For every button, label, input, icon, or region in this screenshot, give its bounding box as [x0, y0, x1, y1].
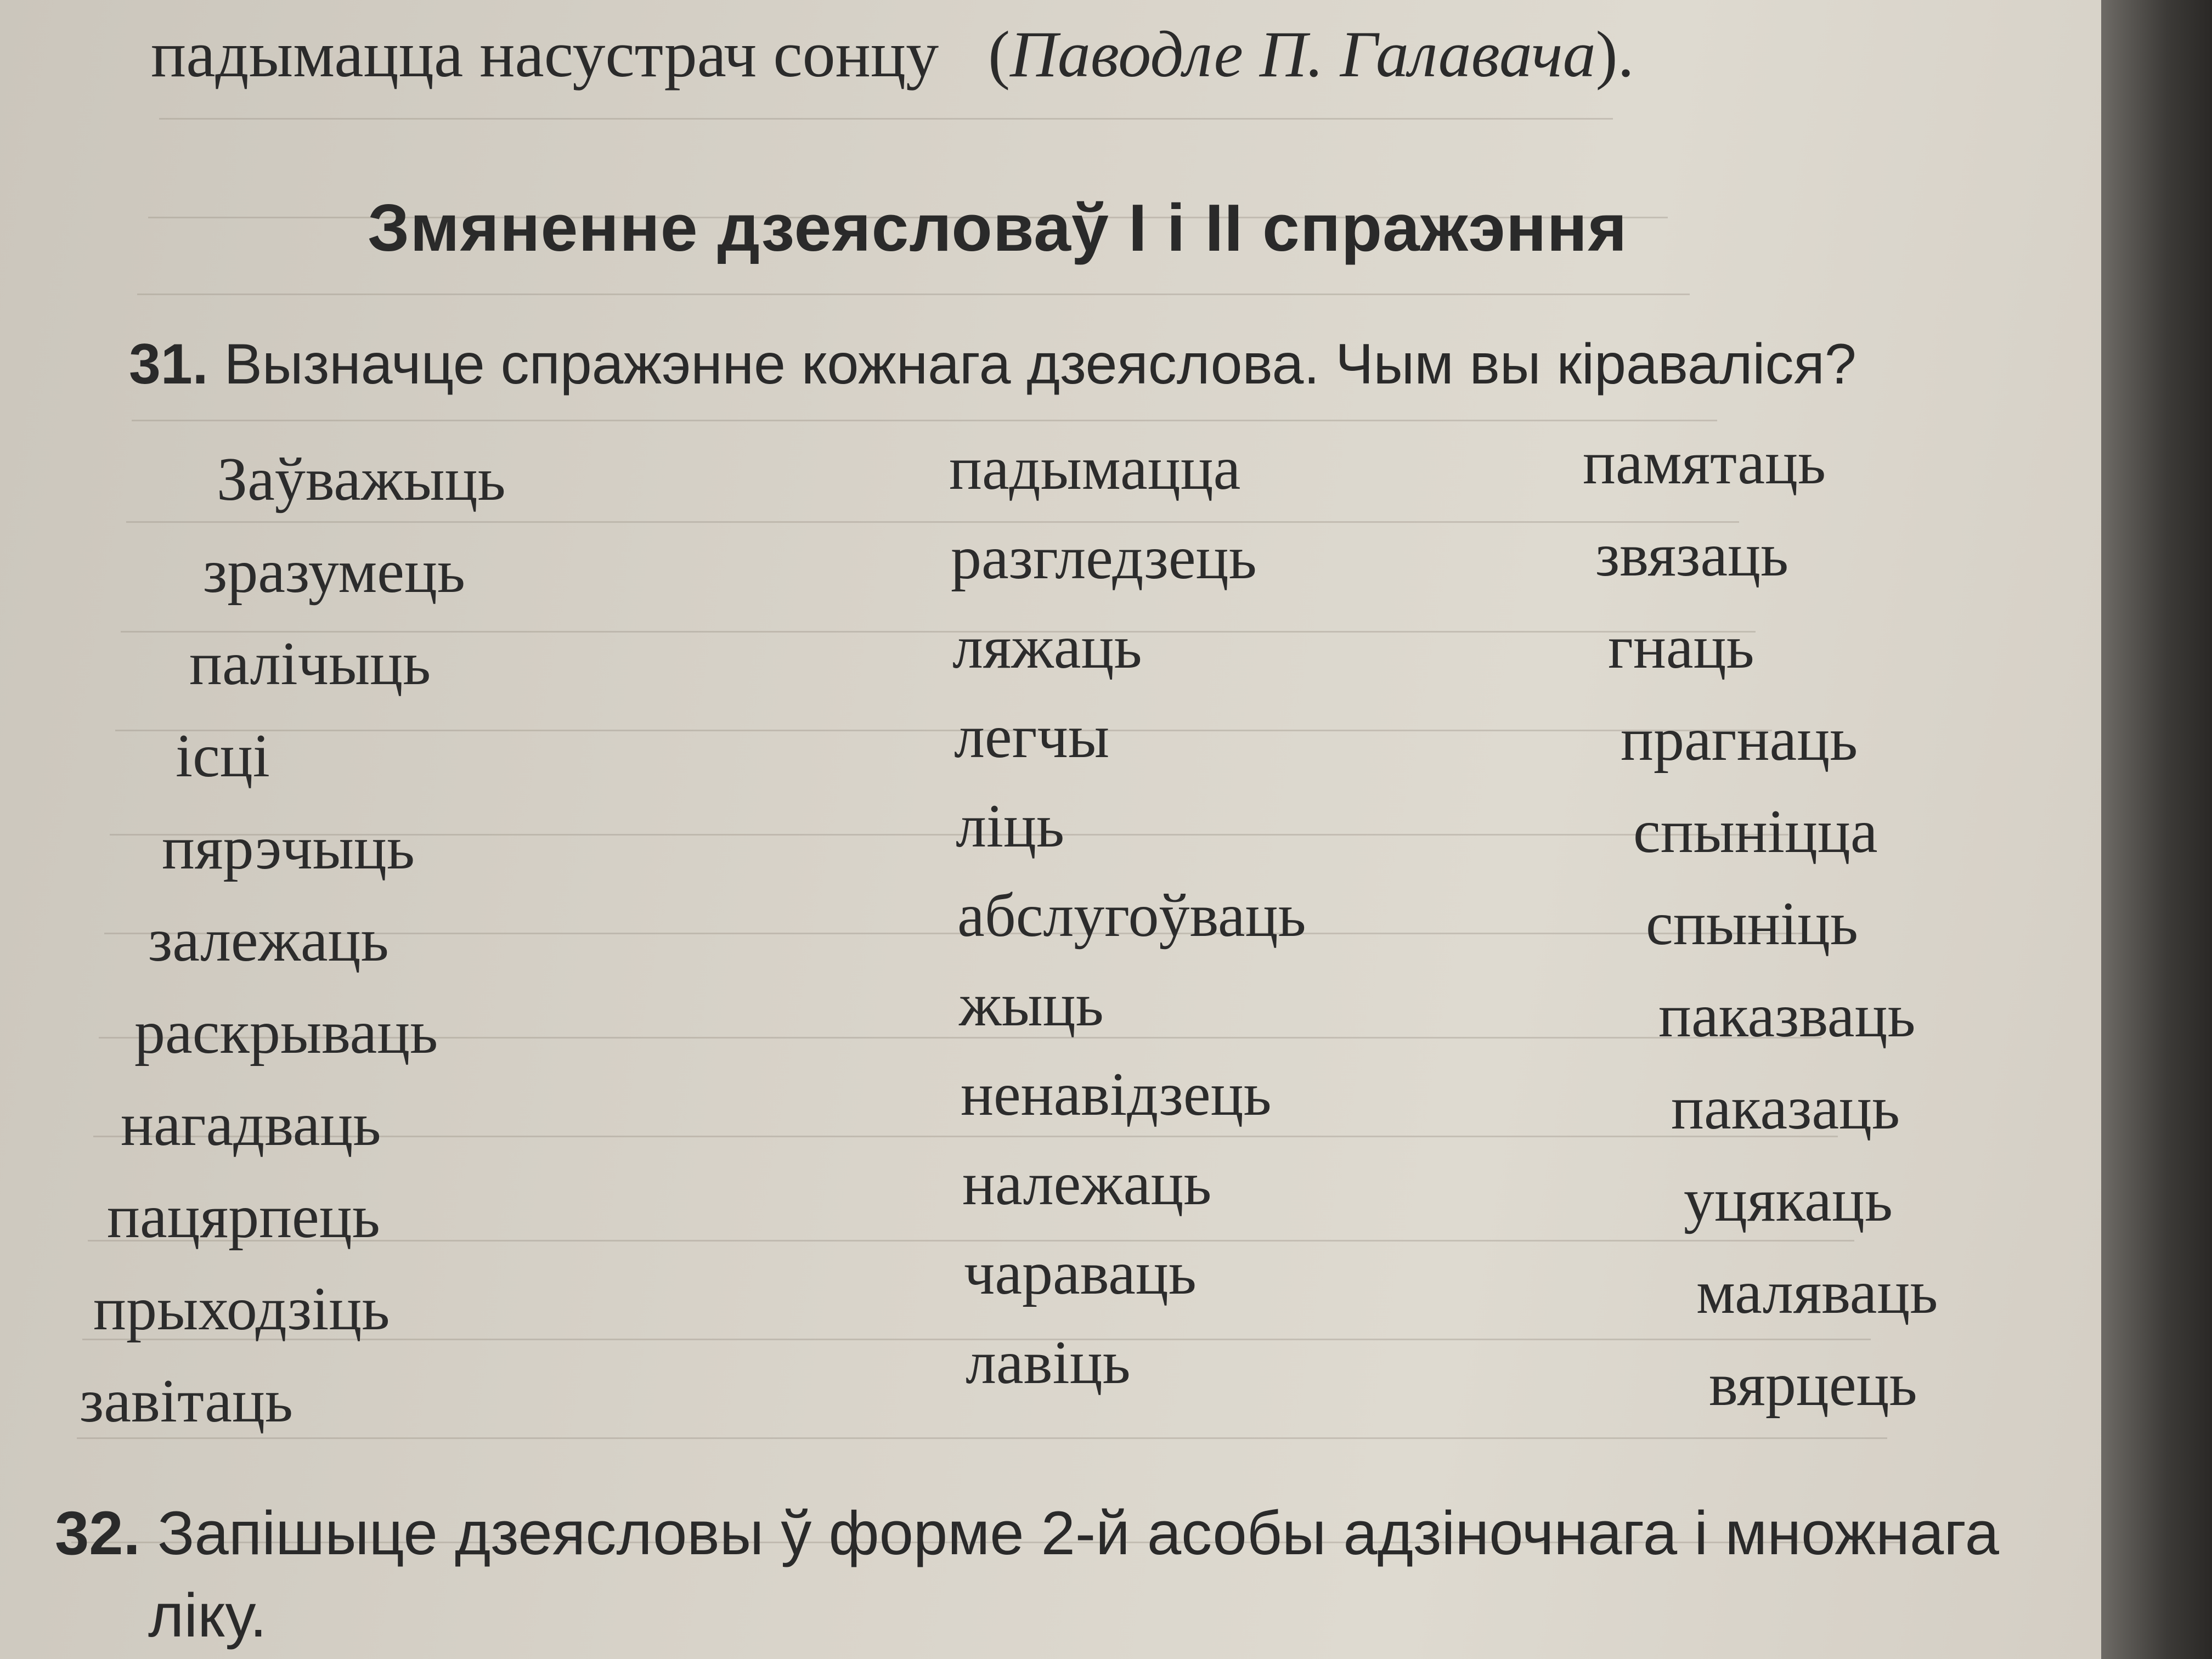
quote-paren: ). [1595, 18, 1634, 91]
verb-word: ліць [956, 792, 1065, 860]
verb-word: пярэчыць [162, 814, 415, 882]
verb-word: ляжаць [952, 613, 1142, 681]
verb-word: звязаць [1595, 521, 1789, 589]
verb-word: спыніць [1646, 890, 1858, 958]
ruled-line [159, 118, 1613, 120]
verb-word: легчы [954, 703, 1110, 771]
verb-word: ненавідзець [961, 1060, 1272, 1128]
ruled-line [115, 730, 1772, 731]
ruled-line [132, 420, 1717, 421]
verb-word: раскрываць [134, 998, 438, 1066]
verb-word: Заўважыць [217, 445, 506, 514]
verb-word: зразумець [203, 538, 465, 606]
verb-word: паказаць [1671, 1074, 1900, 1142]
section-title: Змяненне дзеясловаў I і II спражэння [368, 190, 1628, 265]
task-text: Вызначце спражэнне кожнага дзеяслова. Чым вы кіраваліся? [224, 332, 1857, 396]
verb-word: прыходзіць [93, 1275, 390, 1343]
quote-line [151, 16, 1634, 92]
ruled-line [77, 1437, 1887, 1439]
verb-word: паказваць [1658, 982, 1916, 1050]
page-edge-shadow [2101, 0, 2212, 1659]
verb-word: памятаць [1583, 429, 1826, 497]
verb-word: лавіць [966, 1329, 1131, 1397]
verb-word: завітаць [80, 1367, 293, 1435]
verb-word: залежаць [148, 906, 389, 974]
task-32 [55, 1498, 1999, 1568]
verb-word: падымацца [949, 435, 1241, 503]
verb-word: маляваць [1696, 1259, 1938, 1327]
verb-word: палічыць [189, 630, 431, 698]
verb-word: нагадваць [121, 1091, 381, 1159]
verb-word: прагнаць [1621, 706, 1858, 774]
verb-word: абслугоўваць [957, 882, 1306, 950]
task-number: 32. [55, 1499, 140, 1567]
task-32-continuation: ліку. [148, 1581, 267, 1650]
verb-word: уцякаць [1684, 1166, 1893, 1234]
verb-word: гнаць [1608, 613, 1754, 681]
verb-word: жыць [959, 971, 1104, 1039]
verb-word: спыніцца [1633, 798, 1878, 866]
ruled-line [137, 294, 1690, 295]
task-31 [129, 332, 1857, 397]
quote-text: падымацца насустрач сонцу [151, 18, 939, 91]
verb-word: пацярпець [107, 1183, 380, 1251]
verb-word: вярцець [1709, 1351, 1917, 1419]
ruled-line [126, 521, 1739, 523]
quote-paren: ( [988, 18, 1011, 91]
quote-source: Паводле П. Галавача [1010, 18, 1596, 91]
verb-word: разгледзець [951, 524, 1257, 592]
task-number: 31. [129, 332, 208, 396]
task-text: Запішыце дзеясловы ў форме 2-й асобы адзіночнага і множнага [157, 1499, 1999, 1567]
verb-word: чараваць [964, 1239, 1197, 1307]
verb-word: ісці [176, 722, 270, 790]
verb-word: належаць [962, 1150, 1212, 1218]
